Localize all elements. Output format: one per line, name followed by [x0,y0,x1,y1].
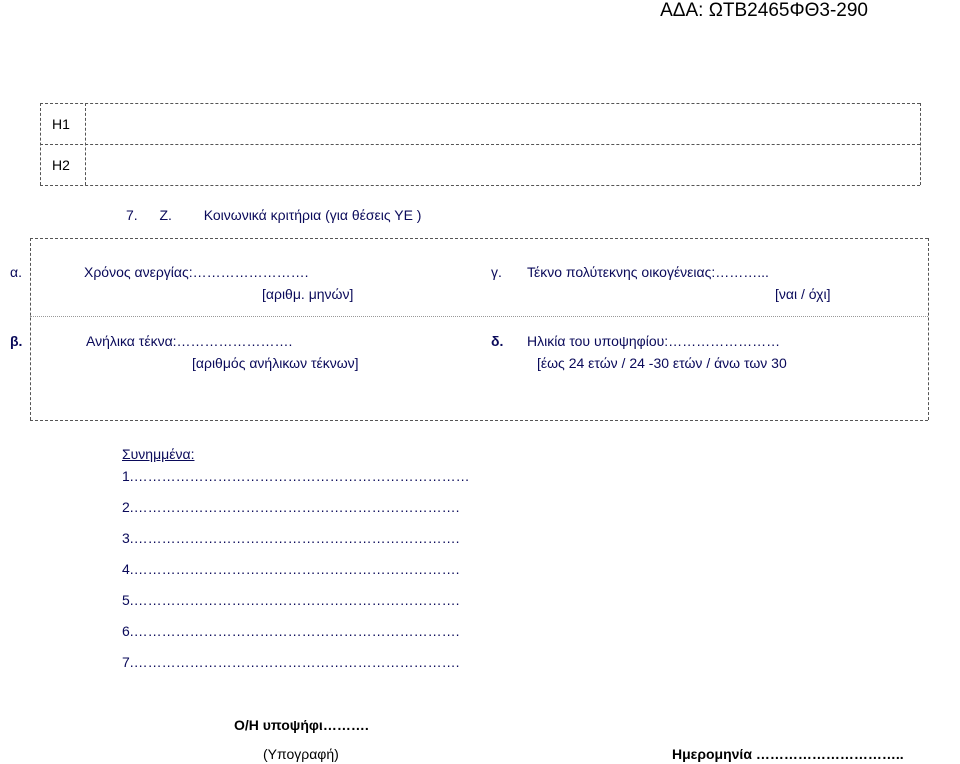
criterion-g-hint: [ναι / όχι] [775,286,831,302]
h-table [40,103,920,185]
row-label-h2: H2 [52,157,70,173]
attachment-line-7: 7.……………………………………………………………. [122,654,460,670]
date-label: Ημερομηνία ………………………….. [672,746,904,762]
section-letter: Ζ. [159,207,172,223]
criterion-a-letter: α. [10,264,22,280]
attachments-title: Συνημμένα: [122,446,195,462]
ada-code: ΑΔΑ: ΩΤΒ2465ΦΘ3-290 [660,0,868,21]
attachment-line-2: 2.……………………………………………………………. [122,499,460,515]
criterion-b-letter: β. [10,333,23,349]
criterion-d-letter: δ. [491,333,504,349]
criterion-d-label: Ηλικία του υποψηφίου:…………………… [527,333,781,349]
attachment-line-6: 6.……………………………………………………………. [122,623,460,639]
criterion-b-label: Ανήλικα τέκνα:……………………. [86,333,293,349]
criterion-d-hint: [έως 24 ετών / 24 -30 ετών / άνω των 30 [537,355,787,371]
row-label-h1: H1 [52,116,70,132]
section-number: 7. [126,207,138,223]
criterion-g-label: Τέκνο πολύτεκνης οικογένειας:………... [527,264,769,280]
attachment-line-5: 5.……………………………………………………………. [122,592,460,608]
section-title [126,207,421,223]
criterion-b-hint: [αριθμός ανήλικων τέκνων] [192,355,359,371]
criterion-a-label: Χρόνος ανεργίας:……………………. [84,264,309,280]
attachment-line-1: 1.……………………………………………………………… [122,468,470,484]
signature-label: (Υπογραφή) [263,746,339,762]
criterion-a-hint: [αριθμ. μηνών] [262,286,354,302]
criterion-g-letter: γ. [491,264,502,280]
applicant-label: Ο/Η υποψήφι………. [234,717,369,733]
section-heading: Κοινωνικά κριτήρια (για θέσεις ΥΕ ) [203,207,422,223]
attachment-line-3: 3.……………………………………………………………. [122,530,460,546]
attachment-line-4: 4.……………………………………………………………. [122,561,460,577]
